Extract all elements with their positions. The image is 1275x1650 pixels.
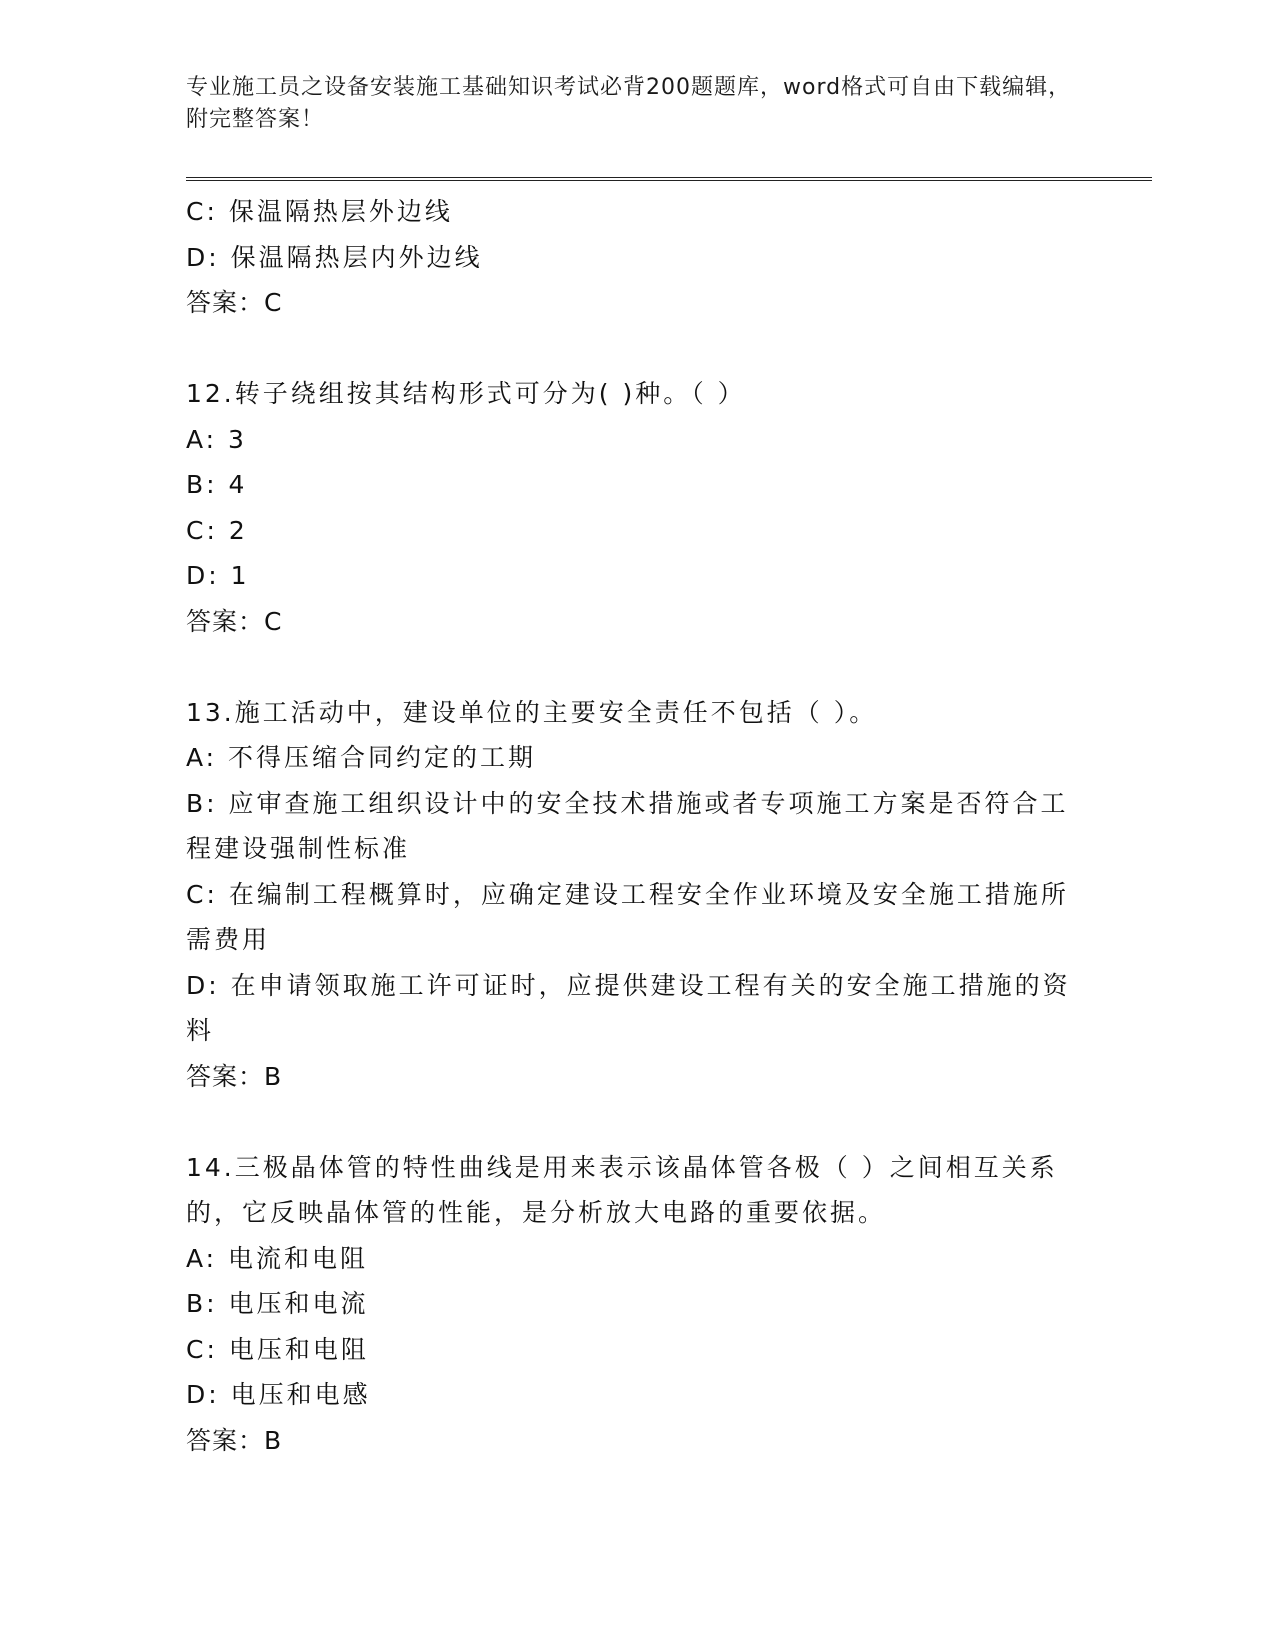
spacer bbox=[186, 1099, 1086, 1145]
header-divider bbox=[186, 177, 1152, 181]
option-b: B: 应审查施工组织设计中的安全技术措施或者专项施工方案是否符合工程建设强制性标准 bbox=[186, 788, 1069, 863]
question-stem: 13.施工活动中，建设单位的主要安全责任不包括（ ）。 bbox=[186, 697, 878, 727]
option-d: D: 1 bbox=[186, 561, 250, 590]
option-c: C: 电压和电阻 bbox=[186, 1334, 369, 1364]
page-header bbox=[186, 72, 1076, 136]
answer: 答案：B bbox=[186, 1061, 283, 1091]
option-a: A: 3 bbox=[186, 424, 247, 454]
answer: 答案：C bbox=[186, 606, 283, 636]
option-b: B: 4 bbox=[186, 470, 248, 499]
option-b: B: 电压和电流 bbox=[186, 1289, 369, 1318]
document-body bbox=[186, 189, 1086, 1463]
answer: 答案：B bbox=[186, 1425, 283, 1455]
option-a: A: 不得压缩合同约定的工期 bbox=[186, 743, 537, 772]
spacer bbox=[186, 644, 1086, 690]
spacer bbox=[186, 326, 1086, 372]
option-d: D: 在申请领取施工许可证时，应提供建设工程有关的安全施工措施的资料 bbox=[186, 970, 1071, 1045]
header-title: 专业施工员之设备安装施工基础知识考试必背200题题库，word格式可自由下载编辑，附完整答案！ bbox=[186, 75, 1072, 132]
answer: 答案：C bbox=[186, 288, 283, 317]
option-d: D: 保温隔热层内外边线 bbox=[186, 242, 483, 272]
question-14 bbox=[186, 1145, 1086, 1464]
option-a: A: 电流和电阻 bbox=[186, 1243, 369, 1273]
question-13 bbox=[186, 690, 1086, 1100]
option-c: C: 2 bbox=[186, 515, 248, 545]
question-12 bbox=[186, 371, 1086, 644]
option-c: C: 保温隔热层外边线 bbox=[186, 197, 453, 226]
option-c: C: 在编制工程概算时，应确定建设工程安全作业环境及安全施工措施所需费用 bbox=[186, 879, 1069, 954]
question-stem: 12.转子绕组按其结构形式可分为( )种。（ ） bbox=[186, 379, 746, 408]
question-stem: 14.三极晶体管的特性曲线是用来表示该晶体管各极（ ）之间相互关系的，它反映晶体管的性能，是分析放大电路的重要依据。 bbox=[186, 1152, 1058, 1227]
previous-question-tail bbox=[186, 189, 1086, 326]
option-d: D: 电压和电感 bbox=[186, 1380, 371, 1409]
